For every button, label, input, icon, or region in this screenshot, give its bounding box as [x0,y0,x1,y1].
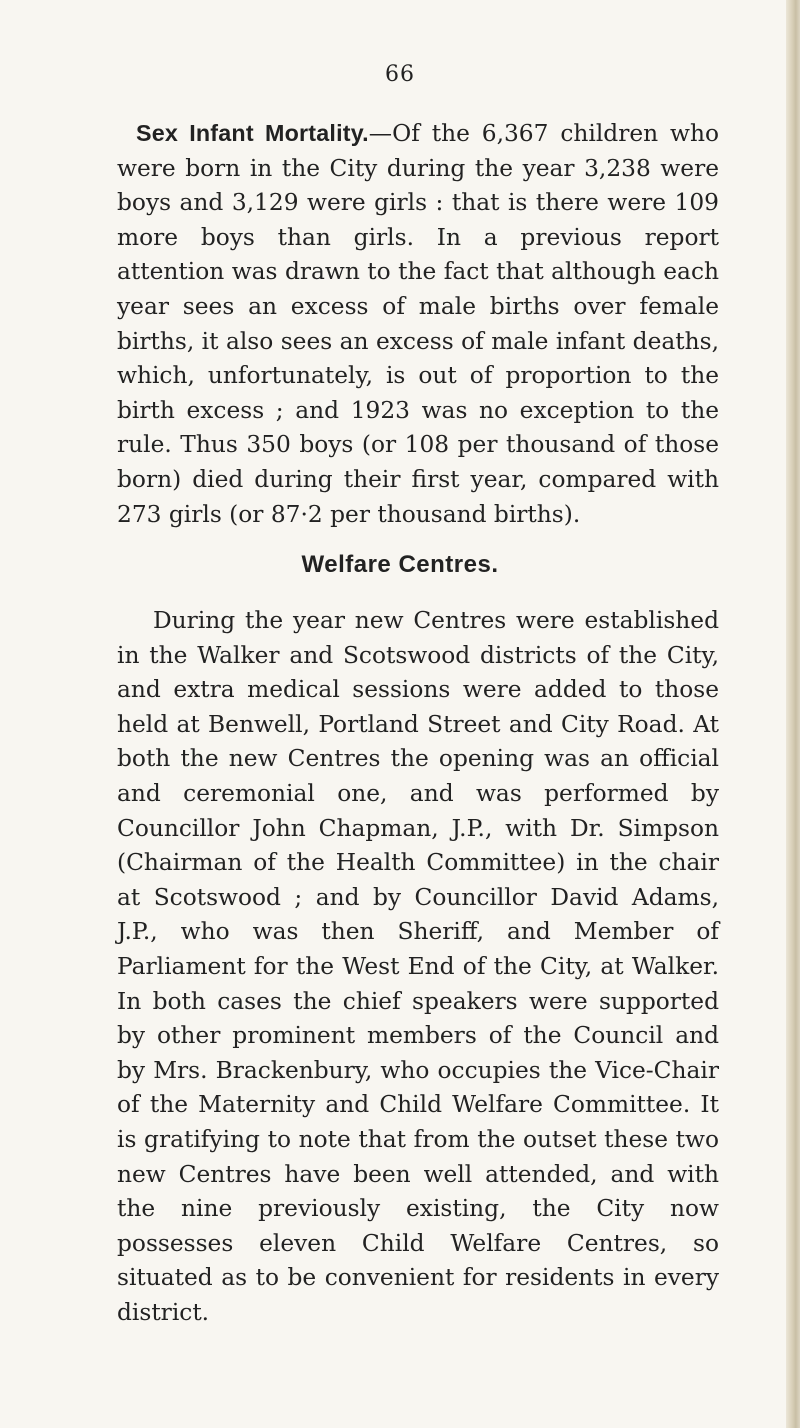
welfare-centres-heading: Welfare Centres. [301,551,499,578]
page-edge-shadow [786,0,800,1428]
infant-mortality-text: —Of the 6,367 children who were born in the City during the year 3,238 were boys and 3,129 were girls : that is there were 109 more boys than girls. In a previous report attention was drawn to the fact that although each year sees an excess of male births over female births, it also sees an excess of male infant deaths, which, unfortunately, is out of proportion to the birth excess ; and 1923 was no exception to the rule. Thus 350 boys (or 108 per thousand of those born) died during their first year, compared with 273 girls (or 87·2 per thousand births). [117,120,719,528]
infant-mortality-paragraph [117,116,719,532]
page-number: 66 [385,62,415,87]
infant-mortality-run-heading: Sex Infant Mortality. [136,120,369,146]
welfare-centres-paragraph: During the year new Centres were established in the Walker and Scotswood districts of the City, and extra medical sessions were added to those held at Benwell, Portland Street and City Road. At both the new Centres the opening was an official and ceremonial one, and was performed by Councillor John Chapman, J.P., with Dr. Simpson (Chairman of the Health Committee) in the chair at Scotswood ; and by Councillor David Adams, J.P., who was then Sheriff, and Member of Parliament for the West End of the City, at Walker. In both cases the chief speakers were supported by other prominent members of the Council and by Mrs. Brackenbury, who occupies the Vice-Chair of the Maternity and Child Welfare Committee. It is gratifying to note that from the outset these two new Centres have been well attended, and with the nine previously existing, the City now possesses eleven Child Welfare Centres, so situated as to be convenient for residents in every district. [117,607,719,1326]
